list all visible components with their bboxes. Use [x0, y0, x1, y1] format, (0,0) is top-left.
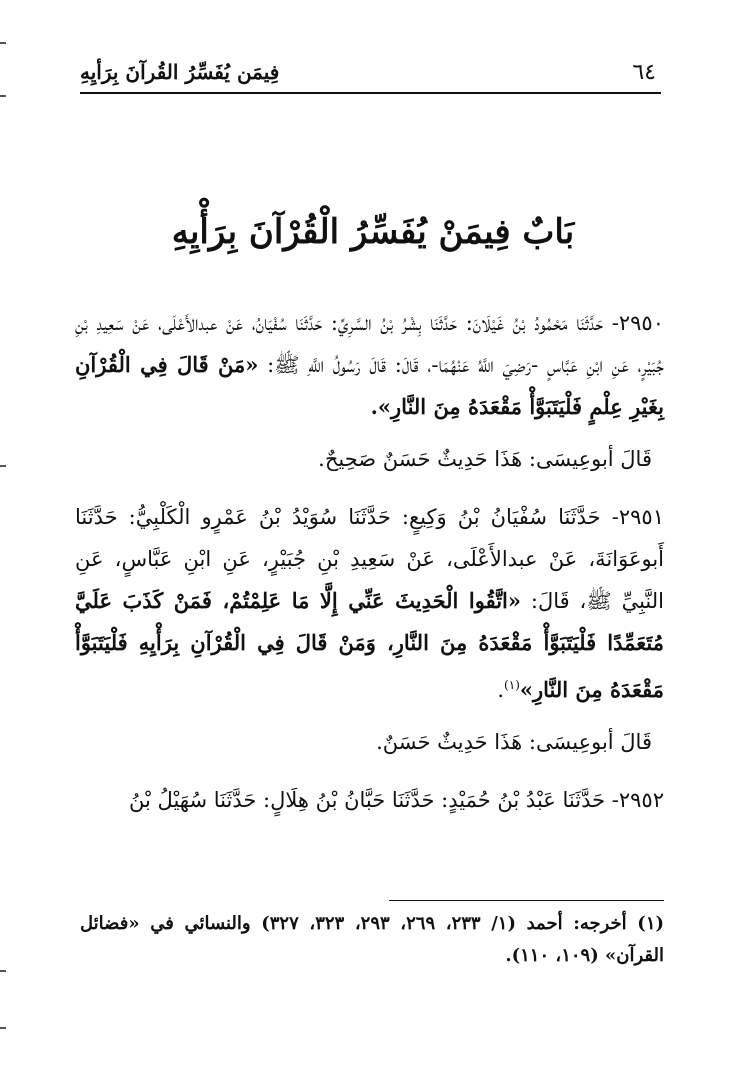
hadith-2952	[75, 779, 664, 821]
margin-tick	[0, 95, 6, 97]
hadith-2951	[75, 496, 664, 711]
hadith-number: ٢٩٥٢-	[611, 788, 664, 812]
hadith-number: ٢٩٥٠-	[611, 311, 664, 335]
hadith-isnad: حَدَّثَنَا عَبْدُ بْنُ حُمَيْدٍ: حَدَّثَنَا حَبَّانُ بْنُ هِلَالٍ: حَدَّثَنَا سُهَيْلُ بْنُ	[129, 788, 606, 812]
footnote-reference: (١)	[504, 678, 520, 692]
hadith-grading: قَالَ أبوعِيسَى: هَذَا حَدِيثٌ حَسَنٌ صَحِيحٌ.	[318, 447, 652, 471]
hadith-matn: «مَنْ قَالَ فِي الْقُرْآنِ بِغَيْرِ عِلْمٍ فَلْيَتَبَوَّأْ مَقْعَدَهُ مِنَ النَّارِ».	[75, 352, 664, 419]
hadith-number: ٢٩٥١-	[611, 505, 664, 529]
header-divider	[80, 92, 661, 94]
body-text	[75, 302, 664, 821]
footnote-divider	[389, 900, 664, 901]
page-header	[80, 52, 656, 92]
hadith-2950	[75, 302, 664, 428]
sentence-end: .	[497, 678, 505, 702]
margin-tick	[0, 465, 6, 467]
hadith-matn: «اتَّقُوا الْحَدِيثَ عَنِّي إِلَّا مَا عَلِمْتُمْ، فَمَنْ كَذَبَ عَلَيَّ مُتَعَمِّدًا فَلْيَتَبَوَّأْ مَقْعَدَهُ مِنَ النَّارِ، وَمَنْ قَالَ فِي الْقُرْآنِ بِرَأْيِهِ فَلْيَتَبَوَّأْ مَقْعَدَهُ مِنَ النَّارِ»	[75, 588, 664, 702]
footnote: (١) أخرجه: أحمد (١/ ٢٣٣، ٢٦٩، ٢٩٣، ٣٢٣، ٣٢٧) والنسائي في «فضائل القرآن» (١٠٩، ١١٠).	[80, 913, 665, 966]
chapter-title: بَابٌ فِيمَنْ يُفَسِّرُ الْقُرْآنَ بِرَأْيِهِ	[171, 212, 575, 252]
margin-tick	[0, 970, 6, 972]
margin-tick	[0, 42, 6, 44]
hadith-grading: قَالَ أبوعِيسَى: هَذَا حَدِيثٌ حَسَنٌ.	[376, 730, 652, 754]
page-number: ٦٤	[632, 59, 656, 85]
running-title: فِيمَن يُفَسِّرُ القُرآنَ بِرَأيِهِ	[80, 60, 280, 84]
hadith-isnad: حَدَّثَنَا مَحْمُودُ بْنُ غَيْلَانَ: حَدَّثَنَا بِشْرُ بْنُ السَّرِيِّ: حَدَّثَنَا سُفْيَانُ، عَنْ عبدالأَعْلَى، عَنْ سَعِيدِ بْنِ جُبَيْرٍ، عَنِ ابْنِ عَبَّاسٍ -رَضِيَ اللَّهُ عَنْهُمَا-، قَالَ: قَالَ رَسُولُ اللَّهِ ﷺ:	[75, 311, 664, 377]
margin-tick	[0, 1027, 6, 1029]
hadith-isnad: حَدَّثَنَا سُفْيَانُ بْنُ وَكِيعٍ: حَدَّثَنَا سُوَيْدُ بْنُ عَمْرٍو الْكَلْبِيُّ: حَدَّثَنَا أَبوعَوَانَةَ، عَنْ عبدالأَعْلَى، عَنْ سَعِيدِ بْنِ جُبَيْرٍ، عَنِ ابْنِ عَبَّاسٍ، عَنِ النَّبِيِّ ﷺ، قَالَ:	[75, 505, 664, 613]
